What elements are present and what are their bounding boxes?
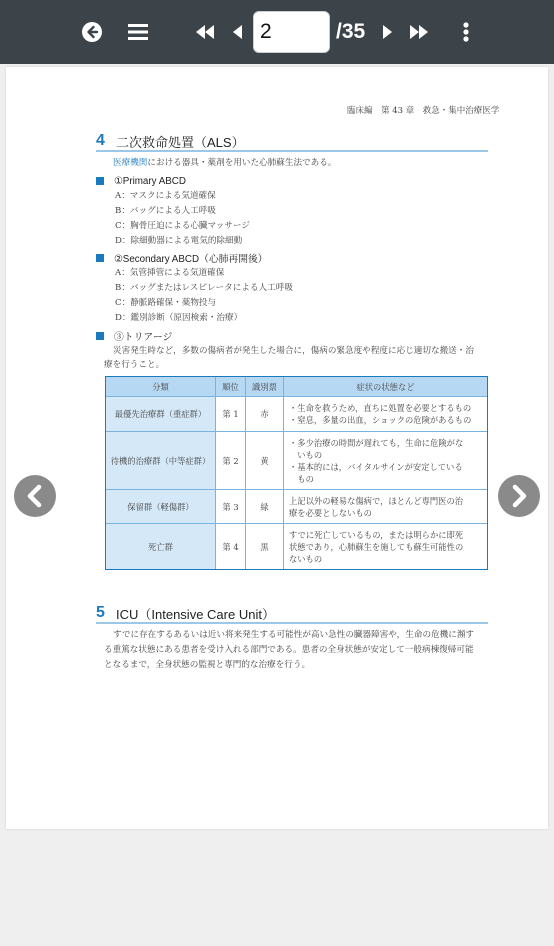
table-cell-rank: 第 4 xyxy=(222,541,239,552)
secondary-abcd-heading: ②Secondary ABCD（心肺再開後） xyxy=(96,252,268,264)
triage-paragraph-line: 災害発生時など，多数の傷病者が発生した場合に，傷病の緊急度や程度に応じ適切な搬送・治 xyxy=(113,346,474,356)
table-cell-rank: 第 1 xyxy=(222,409,239,419)
table-header-cell: 順位 xyxy=(222,381,239,392)
table-cell-category: 最優先治療群（重症群） xyxy=(114,409,207,419)
page-number-input[interactable]: 2 xyxy=(253,11,330,53)
primary-abcd-heading: ①Primary ABCD xyxy=(96,175,186,187)
list-item: A：マスクによる気道確保 xyxy=(115,191,216,201)
bullet-square-icon xyxy=(96,254,104,262)
triage-table xyxy=(105,376,488,570)
list-item: A：気管挿管による気道確保 xyxy=(115,268,225,278)
glossary-link[interactable]: 医療機関 xyxy=(113,158,148,168)
chapter-header: 臨床編 第 43 章 救急・集中治療医学 xyxy=(347,106,500,116)
back-circle-icon[interactable] xyxy=(80,0,104,64)
bullet-square-icon xyxy=(96,177,104,185)
table-cell-rank: 第 2 xyxy=(222,455,239,466)
triage-heading: ③トリアージ xyxy=(96,330,172,342)
bullet-square-icon xyxy=(96,332,104,340)
list-item: C：胸骨圧迫による心臓マッサージ xyxy=(115,221,250,231)
icu-paragraph-line: となるまで，全身状態の監視と専門的な治療を行う。 xyxy=(104,660,311,670)
previous-page-button[interactable] xyxy=(14,475,56,517)
table-cell-category: 死亡群 xyxy=(148,541,173,552)
section-heading: 二次救命処置（ALS） xyxy=(116,134,245,150)
more-vertical-icon[interactable] xyxy=(461,0,471,64)
table-header-cell: 分類 xyxy=(152,381,169,392)
first-page-icon[interactable] xyxy=(195,0,215,64)
toolbar xyxy=(0,0,554,64)
table-header-cell: 症状の状態など xyxy=(356,381,415,392)
table-cell-description: ・多少治療の時間が遅れても，生命に危険がな いもの ・基本的には，バイタルサインが安定している もの xyxy=(289,437,464,484)
triage-paragraph-line: 療を行うこと。 xyxy=(104,360,165,370)
icu-paragraph-line: る重篤な状態にある患者を受け入れる部門である。患者の全身状態が安定して一般病棟復帰可能 xyxy=(104,645,474,655)
chevron-left-icon xyxy=(25,484,45,508)
list-item: D：除細動器による電気的除細動 xyxy=(115,236,243,246)
menu-icon[interactable] xyxy=(127,0,149,64)
next-page-icon[interactable] xyxy=(381,0,393,64)
section-heading: ICU（Intensive Care Unit） xyxy=(116,606,275,622)
list-item: B：バッグまたはレスピレータによる人工呼吸 xyxy=(115,283,293,293)
table-cell-tag: 赤 xyxy=(260,409,269,419)
section-5-title xyxy=(96,604,488,624)
page-total: /35 xyxy=(336,20,366,43)
list-item: D：鑑別診断（原因検索・治療） xyxy=(115,313,243,323)
prev-page-icon[interactable] xyxy=(231,0,243,64)
table-cell-tag: 緑 xyxy=(260,501,269,512)
last-page-icon[interactable] xyxy=(409,0,429,64)
table-cell-tag: 黄 xyxy=(260,455,269,466)
section-number: 5 xyxy=(96,604,105,621)
table-cell-description: ・生命を救うため，直ちに処置を必要とするもの ・窒息，多量の出血，ショックの危険があるもの xyxy=(289,403,472,425)
table-cell-description: 上記以外の軽易な傷病で，ほとんど専門医の治 療を必要としないもの xyxy=(289,495,464,518)
table-cell-category: 保留群（軽傷群） xyxy=(127,501,194,512)
intro-paragraph: 医療機関における器具・薬剤を用いた心肺蘇生法である。 xyxy=(113,158,337,168)
chevron-right-icon xyxy=(509,484,529,508)
icu-paragraph-line: すでに存在するあるいは近い将来発生する可能性が高い急性の臓器障害や，生命の危機に瀕す xyxy=(113,630,475,640)
section-number: 4 xyxy=(96,132,105,149)
next-page-button[interactable] xyxy=(498,475,540,517)
list-item: C：静脈路確保・薬物投与 xyxy=(115,298,217,308)
table-cell-category: 待機的治療群（中等症群） xyxy=(110,455,211,466)
list-item: B：バッグによる人工呼吸 xyxy=(115,206,216,216)
table-cell-rank: 第 3 xyxy=(222,501,239,512)
table-cell-description: すでに死亡しているもの，または明らかに即死 状態であり，心肺蘇生を施しても蘇生可能性の ないもの xyxy=(289,529,464,564)
table-header-cell: 識別票 xyxy=(252,381,277,392)
section-4-title xyxy=(96,132,488,152)
table-cell-tag: 黒 xyxy=(260,541,269,552)
